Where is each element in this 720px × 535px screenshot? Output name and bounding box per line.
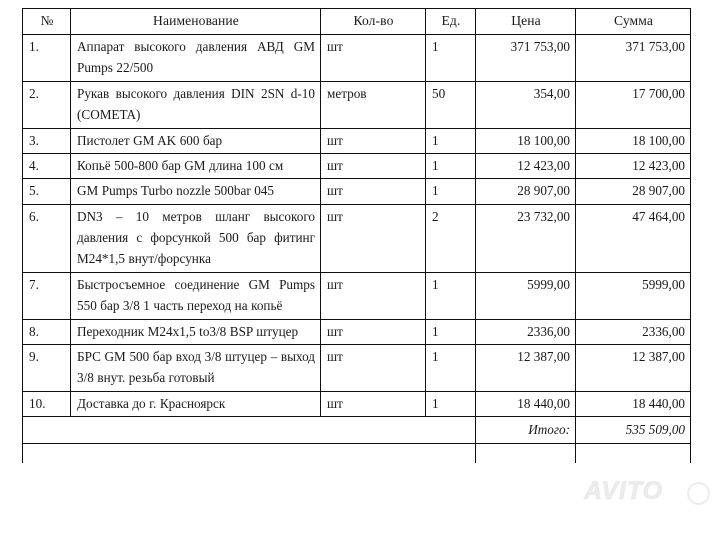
cell-sum: 12 423,00 (576, 153, 691, 178)
cell-price: 2336,00 (476, 319, 576, 344)
cell-qty: шт (321, 391, 426, 416)
table-row (23, 35, 691, 82)
cell-num: 6. (23, 204, 71, 272)
cell-unit: 1 (426, 179, 476, 204)
table-header-row (23, 9, 691, 35)
watermark-ring-icon (687, 482, 710, 505)
cell-unit: 1 (426, 272, 476, 319)
totals-value: 535 509,00 (576, 417, 691, 444)
totals-label: Итого: (476, 417, 576, 444)
cell-name: Копьё 500-800 бар GM длина 100 см (71, 153, 321, 178)
cell-name: Пистолет GM AK 600 бар (71, 128, 321, 153)
cell-unit: 1 (426, 153, 476, 178)
table-row (23, 344, 691, 391)
cell-qty: шт (321, 344, 426, 391)
cell-qty: шт (321, 35, 426, 82)
table-row (23, 391, 691, 416)
column-header-num: № (23, 9, 71, 35)
cell-unit: 2 (426, 204, 476, 272)
cell-unit: 1 (426, 35, 476, 82)
table-header (23, 9, 691, 35)
cell-name: Доставка до г. Красноярск (71, 391, 321, 416)
cell-name: Переходник M24x1,5 to3/8 BSP штуцер (71, 319, 321, 344)
column-header-qty: Кол-во (321, 9, 426, 35)
cell-qty: шт (321, 179, 426, 204)
cell-unit: 1 (426, 128, 476, 153)
cell-qty: шт (321, 204, 426, 272)
column-header-sum: Сумма (576, 9, 691, 35)
column-header-unit: Ед. (426, 9, 476, 35)
cell-qty: метров (321, 81, 426, 128)
cell-price: 12 387,00 (476, 344, 576, 391)
cell-price: 18 440,00 (476, 391, 576, 416)
cell-num: 4. (23, 153, 71, 178)
cell-qty: шт (321, 153, 426, 178)
table-row (23, 128, 691, 153)
cell-name: GM Pumps Turbo nozzle 500bar 045 (71, 179, 321, 204)
cell-name: Аппарат высокого давления АВД GM Pumps 22/500 (71, 35, 321, 82)
cell-num: 7. (23, 272, 71, 319)
cell-num: 2. (23, 81, 71, 128)
cell-qty: шт (321, 272, 426, 319)
cell-price: 28 907,00 (476, 179, 576, 204)
table-row (23, 319, 691, 344)
column-header-name: Наименование (71, 9, 321, 35)
clipped-cell-price (476, 444, 576, 464)
table-row (23, 81, 691, 128)
table-row (23, 153, 691, 178)
cell-num: 8. (23, 319, 71, 344)
avito-watermark (582, 471, 712, 519)
cell-sum: 47 464,00 (576, 204, 691, 272)
cell-price: 18 100,00 (476, 128, 576, 153)
clipped-cell-left (23, 444, 476, 464)
cell-sum: 28 907,00 (576, 179, 691, 204)
cell-price: 12 423,00 (476, 153, 576, 178)
cell-num: 9. (23, 344, 71, 391)
cell-num: 3. (23, 128, 71, 153)
cell-price: 23 732,00 (476, 204, 576, 272)
totals-spacer (23, 417, 476, 444)
clipped-cell-sum (576, 444, 691, 464)
cell-num: 10. (23, 391, 71, 416)
cell-name: Быстросъемное соединение GM Pumps 550 бар 3/8 1 часть переход на копьё (71, 272, 321, 319)
cell-num: 1. (23, 35, 71, 82)
cell-name: Рукав высокого давления DIN 2SN d-10 (COMETA) (71, 81, 321, 128)
table-row (23, 179, 691, 204)
cell-sum: 17 700,00 (576, 81, 691, 128)
invoice-table (22, 8, 691, 463)
cell-sum: 5999,00 (576, 272, 691, 319)
cell-unit: 1 (426, 319, 476, 344)
table-row (23, 204, 691, 272)
clipped-row (23, 444, 691, 464)
invoice-table-container (22, 8, 690, 463)
table-row (23, 272, 691, 319)
cell-qty: шт (321, 128, 426, 153)
cell-qty: шт (321, 319, 426, 344)
cell-sum: 18 100,00 (576, 128, 691, 153)
cell-name: БРС GM 500 бар вход 3/8 штуцер – выход 3/8 внут. резьба готовый (71, 344, 321, 391)
cell-sum: 2336,00 (576, 319, 691, 344)
cell-price: 5999,00 (476, 272, 576, 319)
cell-sum: 18 440,00 (576, 391, 691, 416)
cell-sum: 371 753,00 (576, 35, 691, 82)
cell-unit: 1 (426, 344, 476, 391)
cell-sum: 12 387,00 (576, 344, 691, 391)
watermark-text: AVITO (584, 477, 664, 505)
cell-unit: 50 (426, 81, 476, 128)
table-footer (23, 417, 691, 464)
cell-unit: 1 (426, 391, 476, 416)
totals-row (23, 417, 691, 444)
column-header-price: Цена (476, 9, 576, 35)
cell-name: DN3 – 10 метров шланг высокого давления с форсункой 500 бар фитинг M24*1,5 внут/форсунка (71, 204, 321, 272)
cell-price: 371 753,00 (476, 35, 576, 82)
cell-price: 354,00 (476, 81, 576, 128)
table-body (23, 35, 691, 417)
cell-num: 5. (23, 179, 71, 204)
